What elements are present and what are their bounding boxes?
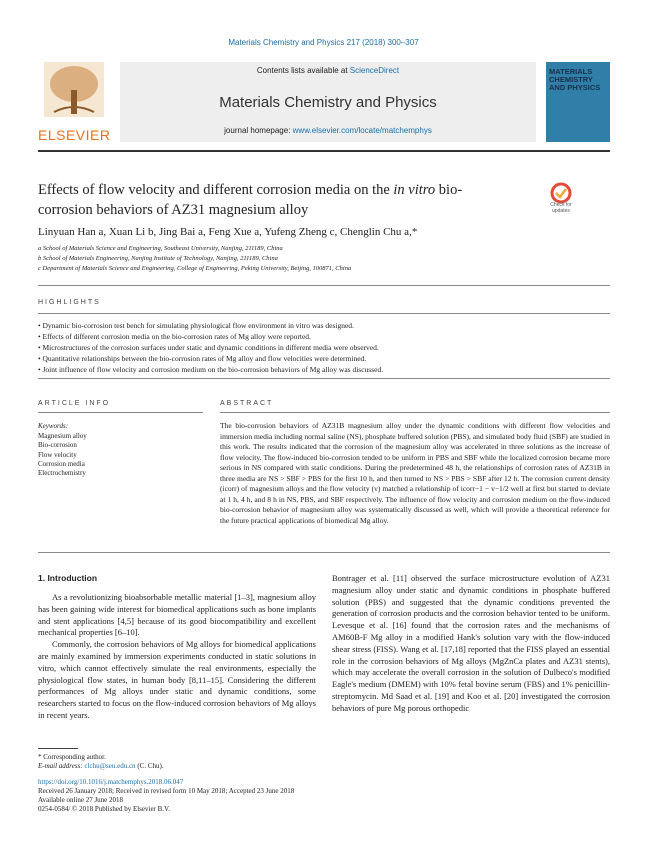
homepage-prefix: journal homepage:	[224, 126, 293, 135]
highlights-heading: HIGHLIGHTS	[38, 299, 101, 306]
highlight-item: • Effects of different corrosion media on the bio-corrosion rates of Mg alloy were reported.	[38, 331, 610, 342]
keyword: Bio-corrosion	[38, 441, 77, 450]
header-divider	[38, 150, 610, 152]
introduction-heading: 1. Introduction	[38, 573, 98, 583]
keyword: Flow velocity	[38, 450, 77, 459]
homepage-link[interactable]: www.elsevier.com/locate/matchemphys	[292, 126, 432, 135]
elsevier-tree-logo	[44, 62, 104, 117]
article-title	[38, 180, 518, 220]
highlight-item: • Quantitative relationships between the bio-corrosion rates of Mg alloy and flow velocities were determined.	[38, 353, 610, 364]
highlight-item: • Dynamic bio-corrosion test bench for simulating physiological flow environment in vitro was designed.	[38, 320, 610, 331]
contents-line	[120, 66, 536, 75]
highlights-list	[38, 320, 610, 375]
check-for-updates-label[interactable]: Check for updates	[550, 202, 572, 214]
article-info-heading: ARTICLE INFO	[38, 400, 111, 407]
sciencedirect-link[interactable]: ScienceDirect	[349, 66, 400, 75]
affiliation-a: a School of Materials Science and Engineering, Southeast University, Nanjing, 211189, China	[38, 245, 283, 252]
title-italic: in vitro	[393, 182, 436, 198]
title-part-1: Effects of flow velocity and different corrosion media on the	[38, 182, 394, 198]
affiliation-b: b School of Materials Engineering, Nanjing Institute of Technology, Nanjing, 211189, China	[38, 255, 278, 262]
keywords-label: Keywords:	[38, 422, 69, 430]
corresponding-footnote	[38, 753, 164, 771]
affiliation-c: c Department of Materials Science and Engineering, College of Engineering, Peking University, Beijing, 100871, China	[38, 265, 352, 272]
journal-title: Materials Chemistry and Physics	[219, 94, 437, 111]
doi-link[interactable]: https://doi.org/10.1016/j.matchemphys.2018.06.047	[38, 778, 184, 786]
intro-paragraph: Commonly, the corrosion behaviors of Mg alloys for biomedical applications are mainly examined by immersion experiments conducted in static solutions in vitro, which cannot effectively simulate the real environments, especially the physiological flow states, in human body [8,11–15]. Considering the different performances of Mg alloys under static and dynamic conditions, some researchers started to focus on the flow-induced corrosion behaviors of Mg alloys in recent years.	[38, 639, 316, 720]
copyright: 0254-0584/ © 2018 Published by Elsevier B.V.	[38, 805, 170, 813]
highlights-top-rule	[38, 313, 610, 314]
intro-paragraph: As a revolutionizing bioabsorbable metallic material [1–3], magnesium alloy has been gaining wide interest for biomedical applications such as bone implants and stent applications [4,5] because of its good biocompatibility and excellent mechanical properties [6–10].	[38, 592, 316, 638]
keyword: Magnesium alloy	[38, 432, 87, 440]
highlight-item: • Microstructures of the corrosion surfaces under static and dynamic conditions in different media were observed.	[38, 342, 610, 353]
affiliation-divider	[38, 285, 610, 286]
abstract-heading: ABSTRACT	[220, 400, 274, 407]
intro-right-column: Bontrager et al. [11] observed the surface microstructure evolution of AZ31 magnesium alloy under static and dynamic conditions in phosphate buffered solution (PBS) and suggested that the dynamic conditions prevented the generation of corrosion products and the corrosion behavior tented to be uniform. Levesque et al. [16] found that the corrosion rates and the mechanisms of AM60B-F Mg alloy in a modified Hank's solution vary with the flow-induced shear stress (FISS). Wang et al. [17,18] reported that the FISS played an essential role in the corrosion behaviors of Mg alloys (MgZnCa plates and AZ31 stents), which may accelerate the overall corrosion in the solution of Dulbeco's modified Eagle's medium (DMEM) with 10% fetal bovine serum (FBS) and 1% penicillin-streptomycin. Md Saad et al. [19] and Koo et al. [20] investigated the corrosion behaviors of pure Mg porous orthopedic	[332, 573, 610, 713]
online-date: Available online 27 June 2018	[38, 796, 124, 804]
article-footer	[38, 778, 294, 814]
email-suffix: (C. Chu).	[135, 762, 164, 770]
abstract-rule	[220, 412, 610, 413]
check-for-updates-icon[interactable]	[545, 182, 577, 204]
keyword: Corrosion media	[38, 459, 85, 468]
abstract-bottom-rule	[38, 552, 610, 553]
corresponding-author: * Corresponding author.	[38, 753, 106, 761]
footnote-rule	[38, 748, 78, 749]
received-dates: Received 26 January 2018; Received in revised form 10 May 2018; Accepted 23 June 2018	[38, 787, 295, 795]
cover-title: MATERIALS CHEMISTRY AND PHYSICS	[549, 67, 601, 92]
elsevier-wordmark: ELSEVIER	[38, 127, 111, 143]
email-line	[38, 762, 164, 771]
title-part-2: bio-	[435, 182, 463, 198]
highlight-item: • Joint influence of flow velocity and corrosion medium on the bio-corrosion behaviors of Mg alloy was discussed.	[38, 364, 610, 375]
keyword: Electrochemistry	[38, 469, 86, 478]
highlights-bottom-rule	[38, 378, 610, 379]
intro-left-column	[38, 592, 316, 722]
author-list: Linyuan Han a, Xuan Li b, Jing Bai a, Feng Xue a, Yufeng Zheng c, Chenglin Chu a,*	[38, 226, 418, 238]
email-link[interactable]: clchu@seu.edu.cn	[84, 762, 136, 770]
contents-prefix: Contents lists available at	[256, 66, 350, 75]
title-line-2: corrosion behaviors of AZ31 magnesium alloy	[38, 202, 309, 218]
journal-homepage	[120, 126, 536, 135]
journal-citation[interactable]: Materials Chemistry and Physics 217 (2018) 300–307	[228, 38, 419, 47]
keywords-list	[38, 432, 198, 478]
abstract-text: The bio-corrosion behaviors of AZ31B magnesium alloy under the dynamic conditions with different flow velocities and immersion media including normal saline (NS), phosphate buffered solution (PBS), and simulated body fluid (SBF) are studied in this work. The results indicated that the corrosion of the magnesium alloy was accelerated in three solutions as the increase of flow velocity. The flow-induced bio-corrosion tended to be uniform in PBS and SBF while the localized corrosion became more serious in NS compared with static conditions. During the predetermined 48 h, the relationships of corrosion rates of AZ31B in three media are NS > SBF > PBS for the first 10 h, and then turned to NS > PBS > SBF after 12 h. The corrosion current density (icorr) of magnesium alloys and the flow velocity (v) matched a relationship of icorr−1 − v−1/2 well at first but started to deviate at 1 h, 4 h, and 8 h in NS, PBS, and SBF respectively. The influence of flow velocity and corrosion medium on the flow-induced bio-corrosion behavior of magnesium alloy was systematically discussed as well, which will provide a theoretical reference for the future practical applications of biomedical Mg alloy.	[220, 421, 611, 525]
email-label: E-mail address:	[38, 762, 85, 770]
article-info-rule	[38, 412, 203, 413]
